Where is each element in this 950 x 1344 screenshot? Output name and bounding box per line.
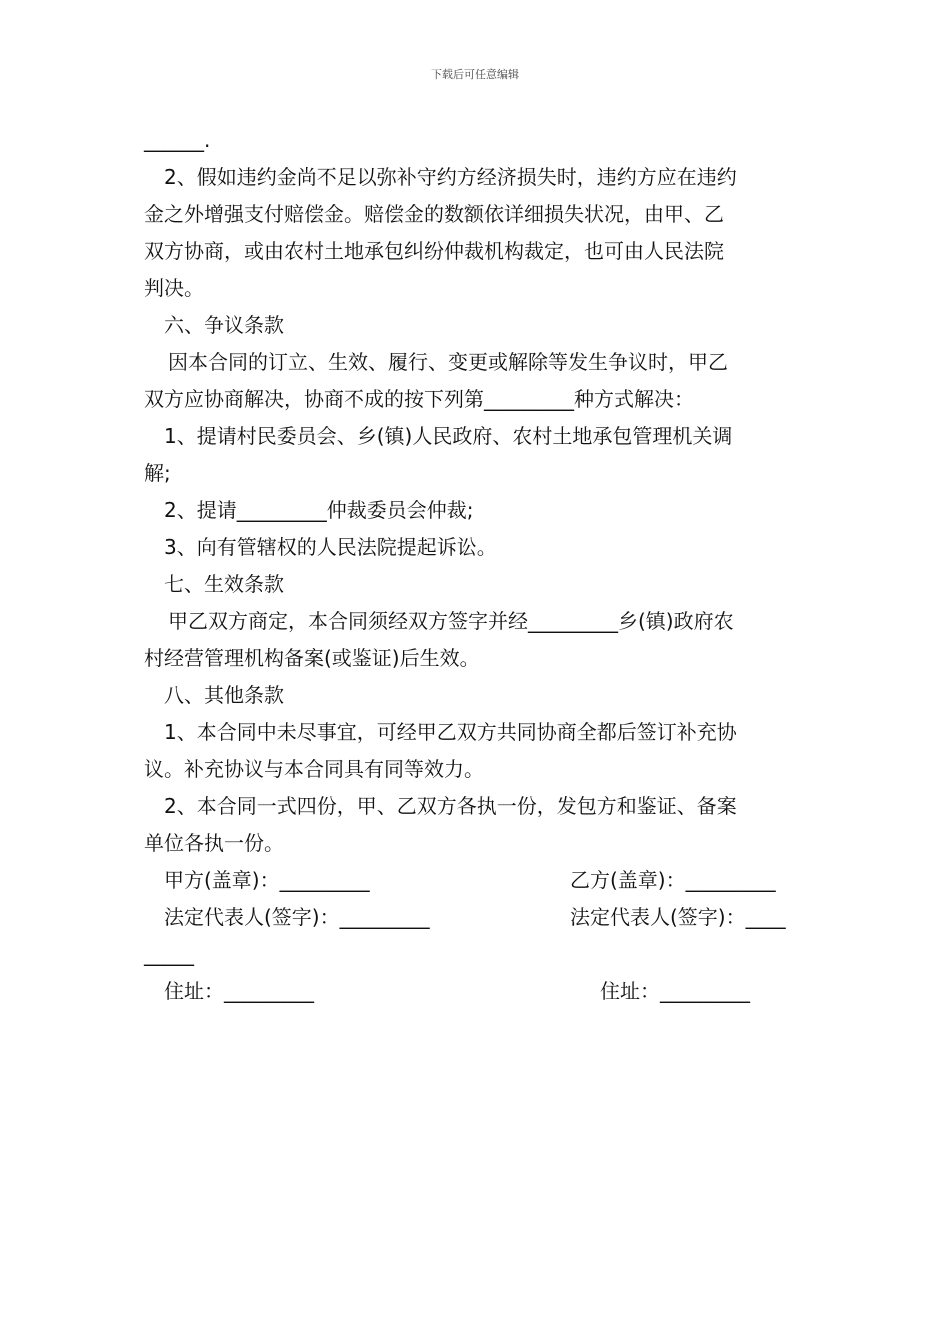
party-b-representative-continued: _____ xyxy=(144,942,194,966)
party-a-address: 住址：_________ xyxy=(164,979,314,1003)
text-line: 双方应协商解决，协商不成的按下列第_________种方式解决： xyxy=(144,387,694,411)
signature-row-seal xyxy=(144,862,808,899)
signature-row-rep xyxy=(144,899,808,936)
party-b-address: 住址：_________ xyxy=(600,979,750,1003)
clause-6-2: 2、提请_________仲裁委员会仲裁; xyxy=(164,498,474,522)
text-line: 判决。 xyxy=(144,276,204,300)
section-heading-6: 六、争议条款 xyxy=(164,313,284,337)
section-heading-8: 八、其他条款 xyxy=(164,683,284,707)
signature-row-address xyxy=(144,973,808,1010)
text-line: 村经营管理机构备案(或鉴证)后生效。 xyxy=(144,646,480,670)
header-note: 下载后可任意编辑 xyxy=(431,68,519,81)
section-heading-7: 七、生效条款 xyxy=(164,572,284,596)
text-line: 金之外增强支付赔偿金。赔偿金的数额依详细损失状况，由甲、乙 xyxy=(144,202,724,226)
text-line: 因本合同的订立、生效、履行、变更或解除等发生争议时，甲乙 xyxy=(168,350,728,374)
text-line: 双方协商，或由农村土地承包纠纷仲裁机构裁定，也可由人民法院 xyxy=(144,239,724,263)
clause-6-1: 1、提请村民委员会、乡(镇)人民政府、农村土地承包管理机关调 xyxy=(164,424,733,448)
party-a-representative: 法定代表人(签字)：_________ xyxy=(164,905,430,929)
text-line: 甲乙双方商定，本合同须经双方签字并经_________乡(镇)政府农 xyxy=(168,609,734,633)
clause-8-2: 2、本合同一式四份，甲、乙双方各执一份，发包方和鉴证、备案 xyxy=(164,794,737,818)
clause-6-3: 3、向有管辖权的人民法院提起诉讼。 xyxy=(164,535,497,559)
party-a-seal: 甲方(盖章)：_________ xyxy=(164,868,370,892)
party-b-representative: 法定代表人(签字)：____ xyxy=(570,905,786,929)
text-line: 单位各执一份。 xyxy=(144,831,284,855)
party-b-seal: 乙方(盖章)：_________ xyxy=(570,868,776,892)
text-line: 议。补充协议与本合同具有同等效力。 xyxy=(144,757,484,781)
document-body xyxy=(144,122,808,1010)
clause-8-1: 1、本合同中未尽事宜，可经甲乙双方共同协商全都后签订补充协 xyxy=(164,720,737,744)
clause-5-2: 2、假如违约金尚不足以弥补守约方经济损失时，违约方应在违约 xyxy=(164,165,737,189)
text-line: 解; xyxy=(144,461,171,485)
text-line: ______. xyxy=(144,128,211,152)
